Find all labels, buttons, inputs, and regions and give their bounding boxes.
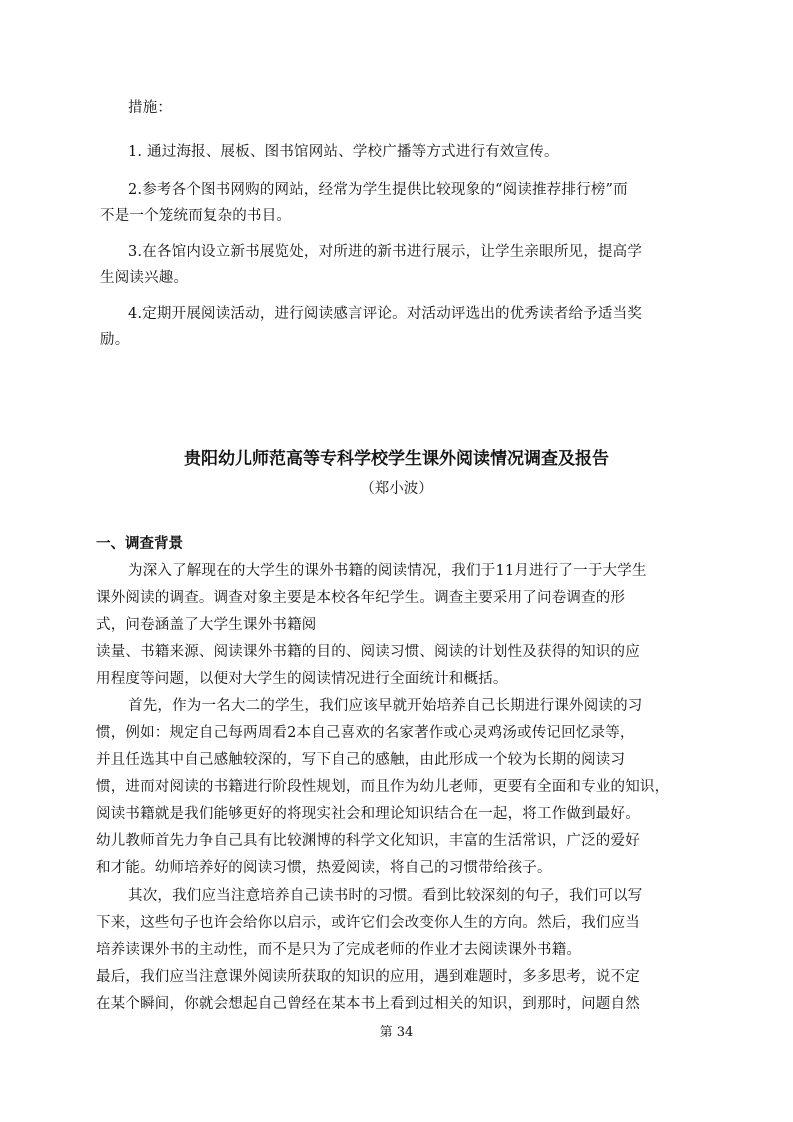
body-line: 最后，我们应当注意课外阅读所获取的知识的应用，遇到难题时，多多思考，说不定 (96, 969, 640, 985)
measure-item-4-line-1: 4.定期开展阅读活动，进行阅读感言评论。对活动评选出的优秀读者给予适当奖 (128, 306, 643, 322)
body-line: 为深入了解现在的大学生的课外书籍的阅读情况，我们于11月进行了一于大学生 (128, 563, 647, 579)
measure-item-2-line-2: 不是一个笼统而复杂的书目。 (100, 208, 292, 224)
body-line: 培养读课外书的主动性，而不是只为了完成老师的作业才去阅读课外书籍。 (96, 942, 582, 958)
body-line: 惯，进而对阅读的书籍进行阶段性规划，而且作为幼儿老师，更要有全面和专业的知识， (96, 779, 670, 795)
measure-item-3-line-2: 生阅读兴趣。 (100, 270, 189, 286)
body-line: 用程度等问题，以便对大学生的阅读情况进行全面统计和概括。 (96, 671, 508, 687)
body-line: 并且任选其中自己感触较深的，写下自己的感触，由此形成一个较为长期的阅读习 (96, 752, 626, 768)
body-line: 阅读书籍就是我们能够更好的将现实社会和理论知识结合在一起，将工作做到最好。 (96, 806, 640, 822)
body-line: 幼儿教师首先力争自己具有比较渊博的科学文化知识，丰富的生活常识，广泛的爱好 (96, 833, 640, 849)
body-line: 在某个瞬间，你就会想起自己曾经在某本书上看到过相关的知识，到那时，问题自然 (96, 996, 640, 1012)
body-line: 读量、书籍来源、阅读课外书籍的目的、阅读习惯、阅读的计划性及获得的知识的应 (96, 644, 640, 660)
report-author: （郑小波） (360, 481, 433, 497)
measure-item-3-line-1: 3.在各馆内设立新书展览处，对所进的新书进行展示，让学生亲眼所见，提高学 (128, 244, 643, 260)
measure-item-2-line-1: 2.参考各个图书网购的网站，经常为学生提供比较现象的“阅读推荐排行榜”而 (128, 182, 628, 198)
report-title: 贵阳幼儿师范高等专科学校学生课外阅读情况调查及报告 (184, 449, 609, 469)
measures-heading: 措施： (128, 100, 173, 116)
measure-item-4-line-2: 励。 (100, 332, 130, 348)
body-line: 首先，作为一名大二的学生，我们应该早就开始培养自己长期进行课外阅读的习 (128, 698, 643, 714)
measure-item-1-line-1: 1. 通过海报、展板、图书馆网站、学校广播等方式进行有效宣传。 (128, 144, 559, 160)
section-heading-background: 一、调查背景 (96, 536, 183, 552)
body-line: 和才能。幼师培养好的阅读习惯，热爱阅读，将自己的习惯带给孩子。 (96, 860, 552, 876)
body-line: 课外阅读的调查。调查对象主要是本校各年纪学生。调查主要采用了问卷调查的形 (96, 590, 626, 606)
body-line: 惯，例如：规定自己每两周看2本自己喜欢的名家著作或心灵鸡汤或传记回忆录等， (96, 725, 635, 741)
body-line: 式，问卷涵盖了大学生课外书籍阅 (96, 617, 317, 633)
page-number: 第 34 (379, 1025, 414, 1040)
body-line: 下来，这些句子也许会给你以启示，或许它们会改变你人生的方向。然后，我们应当 (96, 915, 640, 931)
body-line: 其次，我们应当注意培养自己读书时的习惯。看到比较深刻的句子，我们可以写 (128, 888, 643, 904)
